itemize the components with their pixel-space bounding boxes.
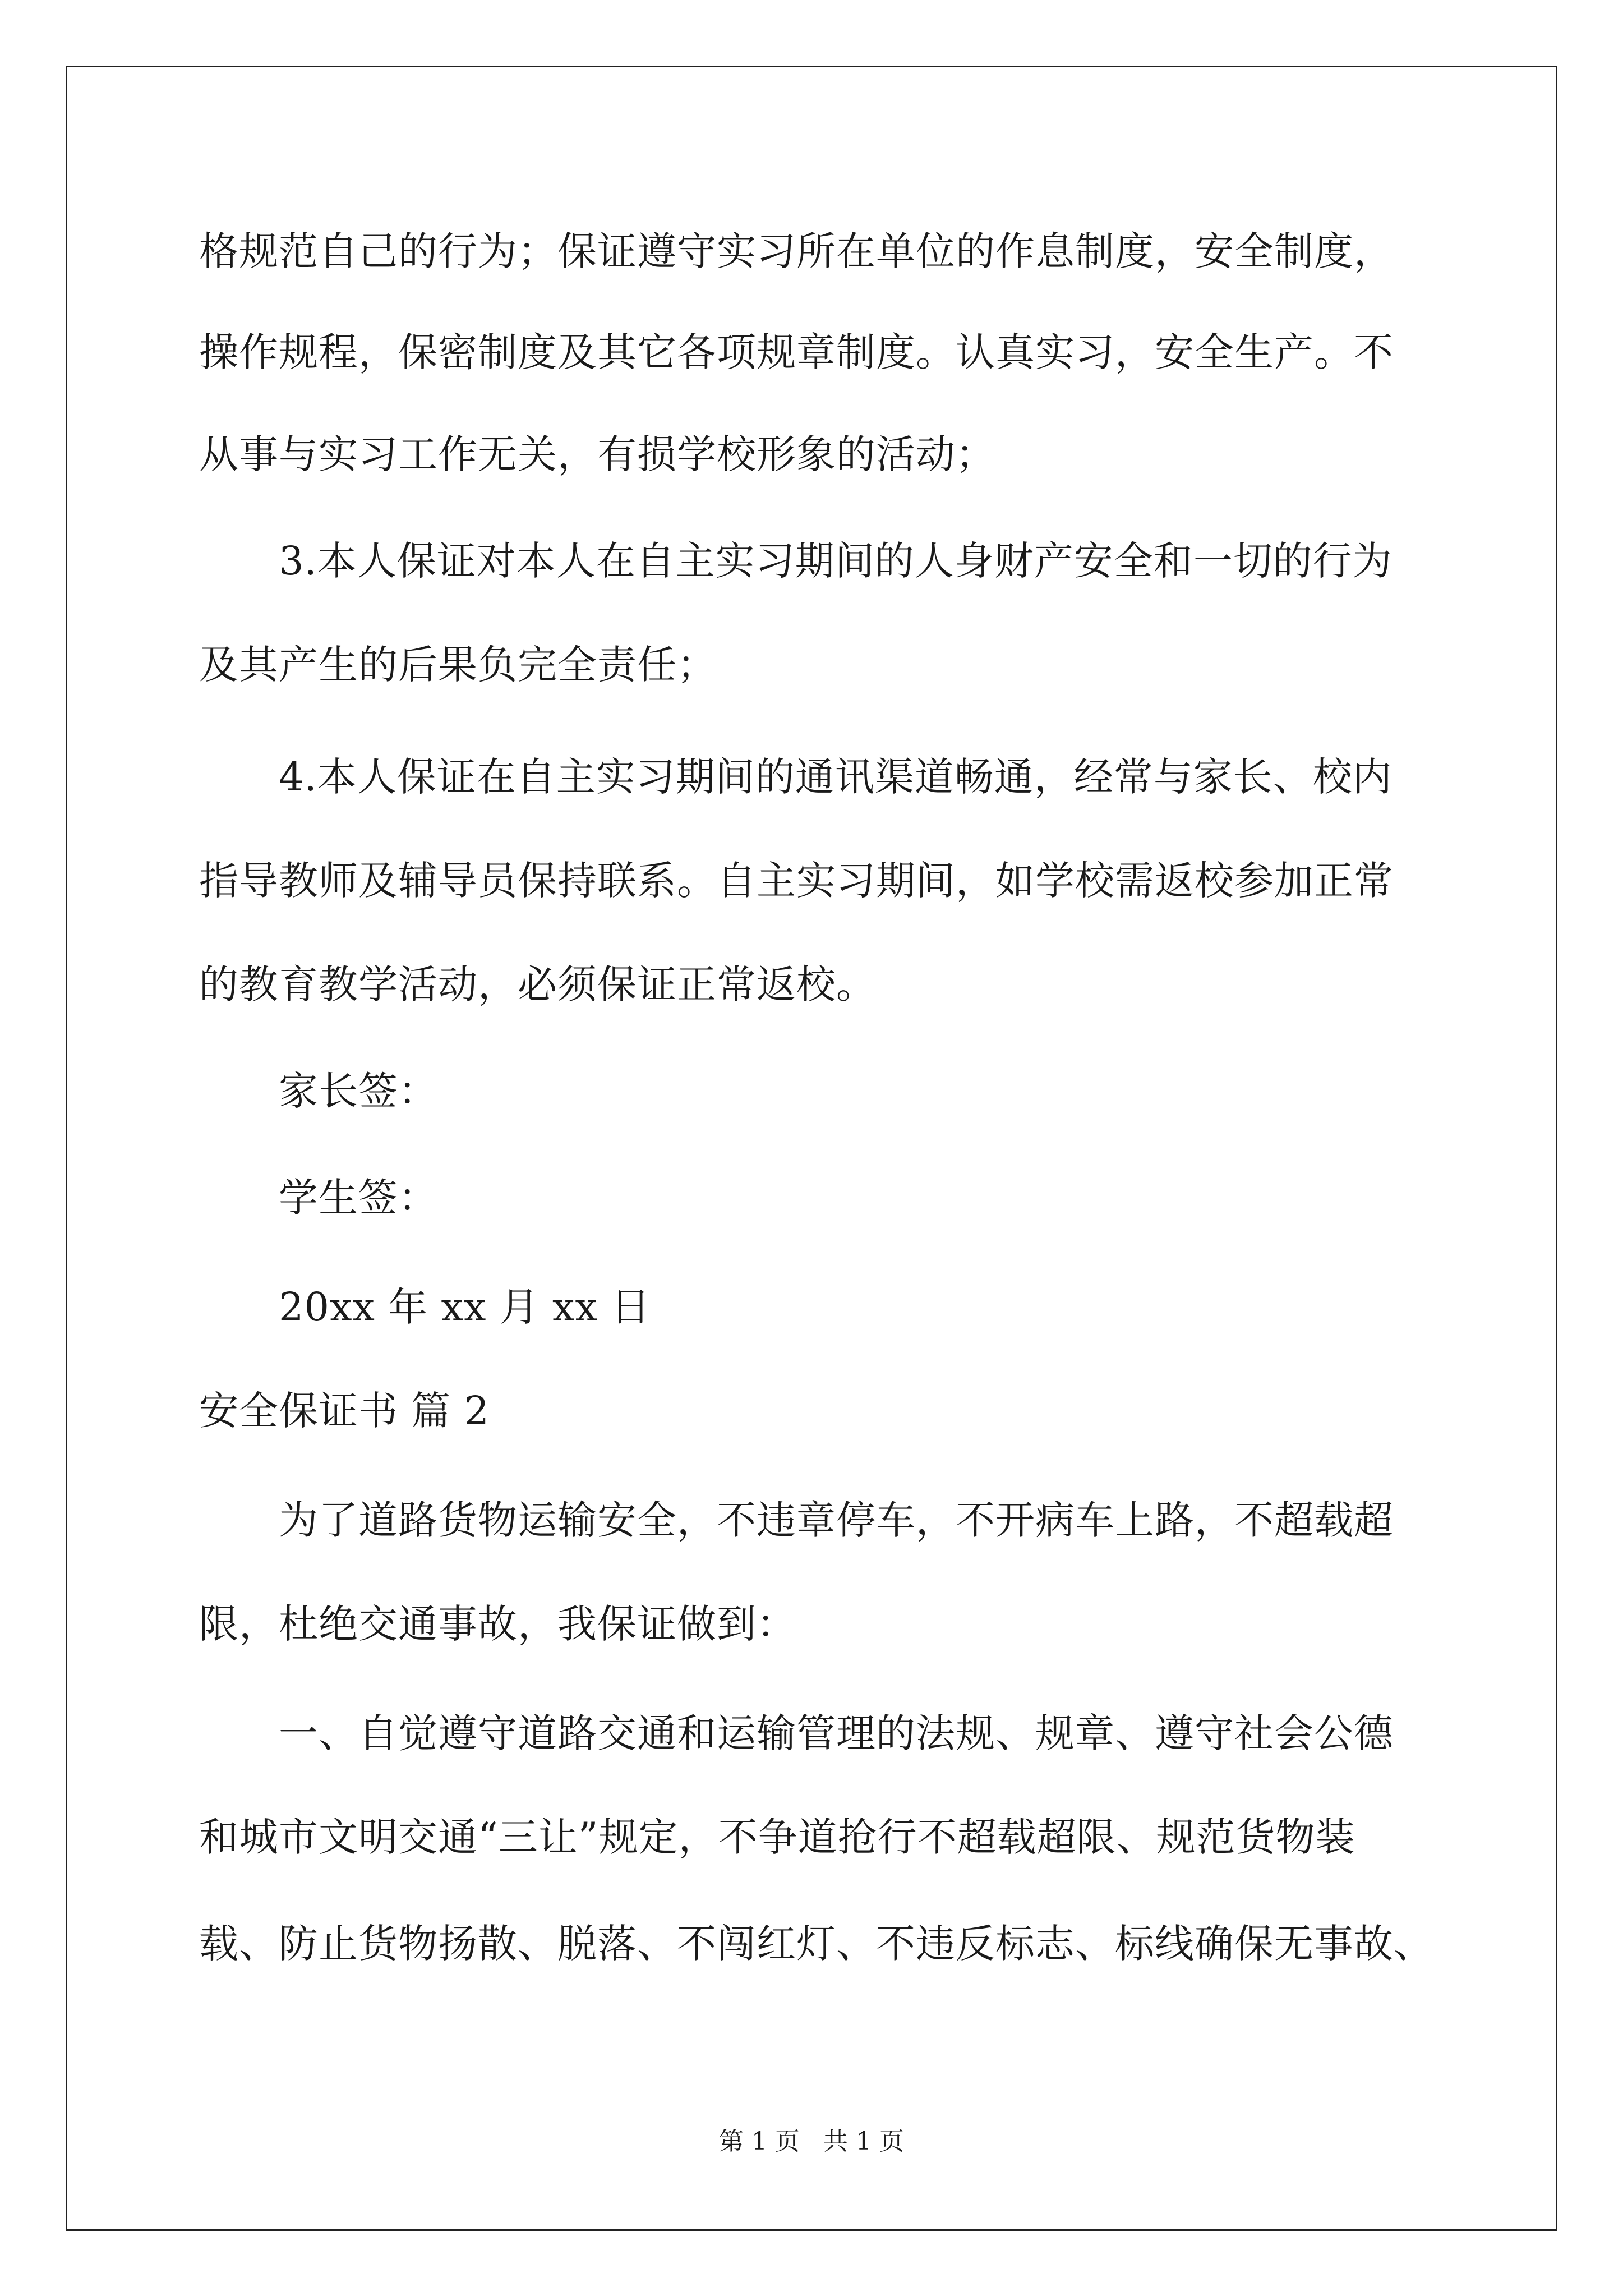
page-total: 共 1 页 bbox=[823, 2127, 904, 2156]
body-line-13: 为了道路货物运输安全，不违章停车，不开病车上路，不超载超 bbox=[279, 1497, 1394, 1543]
page-number: 第 1 页 bbox=[719, 2127, 800, 2156]
student-signature-label: 学生签： bbox=[279, 1175, 438, 1221]
body-line-1: 格规范自己的行为；保证遵守实习所在单位的作息制度，安全制度， bbox=[199, 228, 1394, 274]
body-line-4: 3.本人保证对本人在自主实习期间的人身财产安全和一切的行为 bbox=[279, 538, 1393, 584]
body-line-8: 的教育教学活动，必须保证正常返校。 bbox=[199, 961, 876, 1007]
page-border bbox=[66, 66, 1557, 2231]
parent-signature-label: 家长签： bbox=[279, 1068, 438, 1114]
body-line-14: 限，杜绝交通事故，我保证做到： bbox=[199, 1601, 796, 1647]
body-line-16: 和城市文明交通“三让”规定，不争道抢行不超载超限、规范货物装 bbox=[199, 1814, 1355, 1860]
body-line-15: 一、自觉遵守道路交通和运输管理的法规、规章、遵守社会公德 bbox=[279, 1710, 1394, 1756]
section-heading: 安全保证书 篇 2 bbox=[199, 1388, 490, 1434]
body-line-2: 操作规程，保密制度及其它各项规章制度。认真实习，安全生产。不 bbox=[199, 329, 1394, 375]
date-line: 20xx 年 xx 月 xx 日 bbox=[279, 1284, 651, 1330]
body-line-7: 指导教师及辅导员保持联系。自主实习期间，如学校需返校参加正常 bbox=[199, 858, 1394, 904]
page-footer bbox=[0, 2126, 1623, 2157]
body-line-3: 从事与实习工作无关，有损学校形象的活动； bbox=[199, 431, 995, 477]
body-line-5: 及其产生的后果负完全责任； bbox=[199, 642, 717, 688]
body-line-6: 4.本人保证在自主实习期间的通讯渠道畅通，经常与家长、校内 bbox=[279, 754, 1393, 800]
body-line-17: 载、防止货物扬散、脱落、不闯红灯、不违反标志、标线确保无事故、 bbox=[199, 1921, 1433, 1967]
